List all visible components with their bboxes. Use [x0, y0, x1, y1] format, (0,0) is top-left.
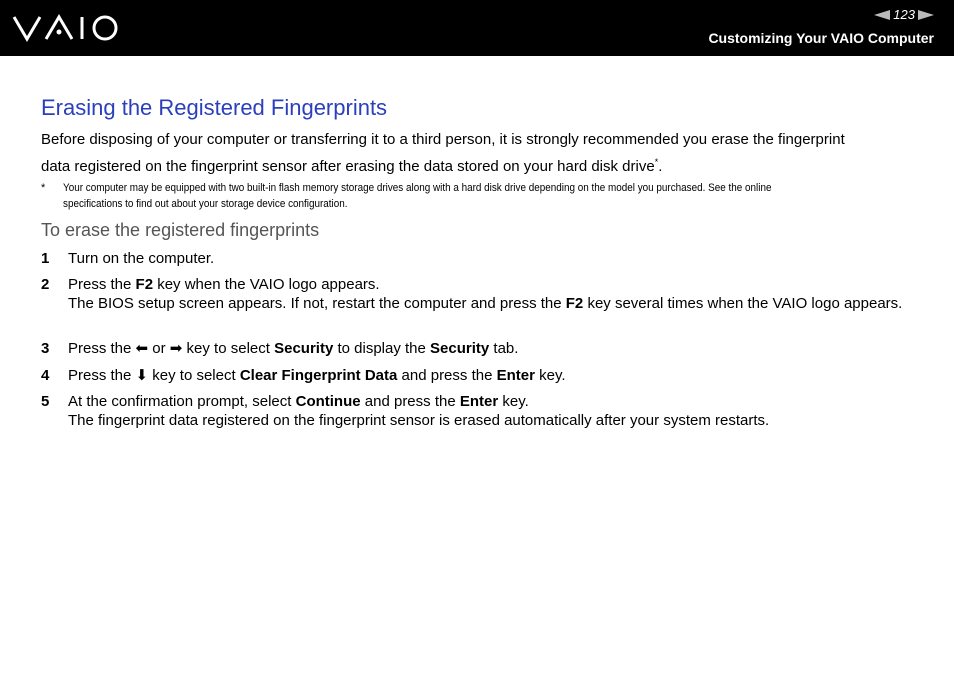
- vaio-logo: [12, 14, 120, 42]
- section-title: Customizing Your VAIO Computer: [708, 30, 934, 46]
- left-arrow-icon: ⬅: [135, 340, 149, 357]
- step-4: [41, 366, 918, 385]
- previous-page-icon[interactable]: [874, 10, 890, 20]
- step-2: [41, 275, 918, 313]
- step-1: [41, 249, 918, 268]
- intro-paragraph: [41, 128, 845, 178]
- step-text: Press the ⬇ key to select Clear Fingerprint Data and press the Enter key.: [68, 367, 566, 384]
- step-5: [41, 392, 918, 430]
- footnote-ref[interactable]: *: [654, 157, 659, 167]
- right-arrow-icon: ➡: [169, 340, 183, 357]
- next-page-icon[interactable]: [918, 10, 934, 20]
- step-text: Press the F2 key when the VAIO logo appears. The BIOS setup screen appears. If not, restart the computer and press the F2 key several times when the VAIO logo appears.: [68, 276, 903, 312]
- step-text: Turn on the computer.: [68, 250, 215, 267]
- footnote-mark: *: [41, 182, 46, 194]
- page-header: [0, 0, 954, 56]
- page-number: 123: [893, 7, 915, 22]
- step-number: 2: [41, 276, 50, 293]
- step-text: At the confirmation prompt, select Continue and press the Enter key. The fingerprint data registered on the fingerprint sensor is erased automatically after your system restarts.: [68, 393, 770, 429]
- step-3: [41, 339, 918, 358]
- footnote-text: Your computer may be equipped with two built-in flash memory storage drives along with a hard disk drive depending on the model you purchased. See the online specifications to find out about your storage device configuration.: [63, 182, 772, 210]
- down-arrow-icon: ⬇: [135, 367, 149, 384]
- procedure-title: To erase the registered fingerprints: [41, 220, 320, 240]
- intro-end: .: [658, 158, 663, 175]
- intro-line: data registered on the fingerprint sensor after erasing the data stored on your hard disk drive: [41, 158, 655, 175]
- step-number: 3: [41, 340, 50, 357]
- step-number: 4: [41, 367, 50, 384]
- step-number: 5: [41, 393, 50, 410]
- step-text: Press the ⬅ or ➡ key to select Security to display the Security tab.: [68, 340, 519, 357]
- page-title: Erasing the Registered Fingerprints: [41, 95, 388, 120]
- step-number: 1: [41, 250, 50, 267]
- footnote: [41, 180, 901, 212]
- intro-line: Before disposing of your computer or transferring it to a third person, it is strongly recommended you erase the fingerprint: [41, 131, 845, 148]
